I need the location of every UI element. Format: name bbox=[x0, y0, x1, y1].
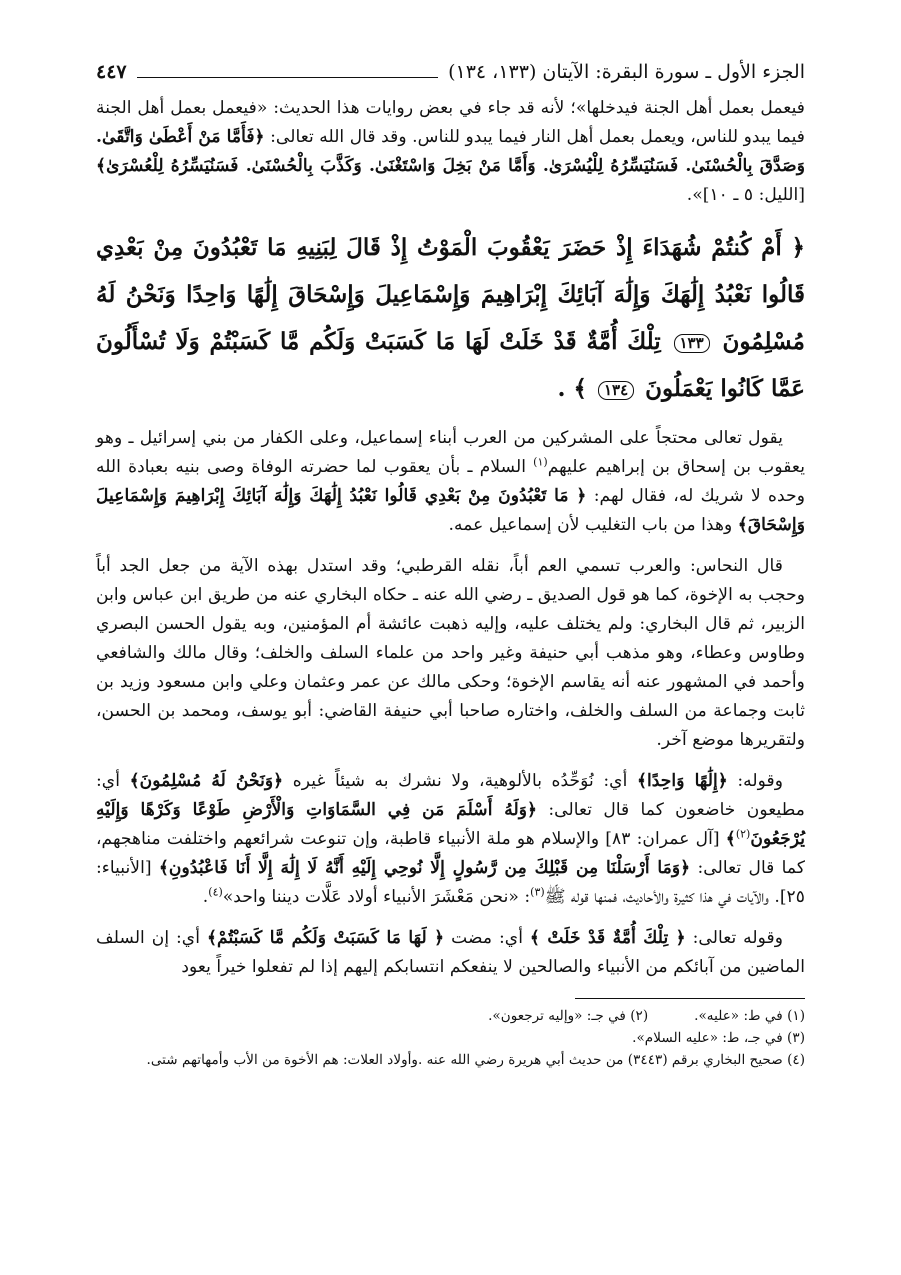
p4-quran-quote-1: ﴿ تِلْكَ أُمَّةٌ قَدْ خَلَتْ ﴾ bbox=[529, 928, 686, 948]
p2-text: قال النحاس: والعرب تسمي العم أباً، نقله القرطبي؛ وقد استدل بهذه الآية من جعل الجد أباً وحجب به الإخوة، كما هو قول الصديق ـ رضي الله عنه ـ حكاه البخاري عنه من طريق ابن عباس وابن الزبير، ثم قال البخاري: ولم يختلف عليه، وإليه ذهبت عائشة أم المؤمنين، وبه يقول الحسن البصري وطاوس وعطاء، وهو مذهب أبي حنيفة وغير واحد من علماء السلف والخلف؛ وقال مالك والشافعي وأحمد في المشهور عنه أنه يقاسم الإخوة؛ وحكى مالك عن عمر وعثمان وعلي وابن مسعود وزيد بن ثابت وجماعة من السلف والخلف، واختاره صاحبا أبي حنيفة القاضي: أبو يوسف، ومحمد بن الحسن، ولتقريرها موضع آخر. bbox=[96, 556, 805, 750]
intro-paragraph bbox=[96, 94, 805, 210]
footnote-2: (٢) في جـ: «وإليه ترجعون». bbox=[488, 1008, 649, 1024]
paragraph-4 bbox=[96, 924, 805, 982]
p1-quran-quote: ﴿ مَا تَعْبُدُونَ مِنْ بَعْدِي قَالُوا نَعْبُدُ إِلَٰهَكَ وَإِلَٰهَ آبَائِكَ إِبْرَاهِيمَ وَإِسْمَاعِيلَ وَإِسْحَاقَ﴾ bbox=[96, 486, 805, 535]
p1-text-1: يقول تعالى محتجاً على المشركين من العرب أبناء إسماعيل، وعلى الكفار من بني إسرائيل ـ وهو يعقوب بن إسحاق بن إبراهيم عليهم bbox=[96, 428, 805, 477]
spacer bbox=[96, 912, 805, 924]
verse-text-1: ﴿ أَمْ كُنتُمْ شُهَدَاءَ إِذْ حَضَرَ يَعْقُوبَ الْمَوْتُ إِذْ قَالَ لِبَنِيهِ مَا تَعْبُدُونَ مِنْ بَعْدِي قَالُوا نَعْبُدُ إِلَٰهَكَ وَإِلَٰهَ آبَائِكَ إِبْرَاهِيمَ وَإِسْمَاعِيلَ وَإِسْحَاقَ إِلَٰهًا وَاحِدًا وَنَحْنُ لَهُ مُسْلِمُونَ bbox=[96, 234, 806, 355]
p3-text-2: أي: نُوَحِّدُه بالألوهية، ولا نشرك به شيئاً غيره bbox=[292, 771, 628, 791]
p4-text-2: أي: مضت bbox=[451, 928, 524, 948]
footnote-4: (٤) صحيح البخاري برقم (٣٤٤٣) من حديث أبي هريرة رضي الله عنه .وأولاد العلات: هم الأخوة من الأب وأمهاتهم شتى. bbox=[146, 1052, 805, 1068]
verse-block bbox=[96, 224, 805, 412]
paragraph-2 bbox=[96, 552, 805, 755]
p4-text-3: أي: إن السلف الماضين من آبائكم من الأنبياء والصالحين لا ينفعكم انتسابكم إليهم إذا لم تفعلوا خيراً يعود bbox=[96, 928, 805, 977]
header-rule bbox=[137, 77, 438, 78]
p3-quote-3-close: ﴾ bbox=[725, 829, 736, 849]
footnote-ref-4[interactable]: (٤) bbox=[208, 885, 223, 899]
p3-text-6: : «نحن مَعْشَرَ الأنبياء أولاد عَلَّات ديننا واحد» bbox=[222, 887, 531, 907]
p3-text-4: [آل عمران: ٨٣] والإسلام هو ملة الأنبياء قاطبة، وإن تنوعت شرائعهم واختلفت مناهجهم، كما قال تعالى: bbox=[96, 829, 806, 878]
running-header bbox=[96, 60, 805, 88]
p3-quran-quote-2: ﴿وَنَحْنُ لَهُ مُسْلِمُونَ﴾ bbox=[129, 771, 284, 791]
p3-quran-quote-4: ﴿وَمَا أَرْسَلْنَا مِن قَبْلِكَ مِن رَّسُولٍ إِلَّا نُوحِي إِلَيْهِ أَنَّهُ لَا إِلَٰهَ إِلَّا أَنَا فَاعْبُدُونِ﴾ bbox=[158, 858, 691, 878]
p1-text-2: السلام ـ بأن يعقوب لما حضرته الوفاة وصى بنيه بعبادة الله وحده لا شريك له، فقال لهم: bbox=[96, 457, 806, 506]
intro-quran-quote: ﴿فَأَمَّا مَنْ أَعْطَىٰ وَاتَّقَىٰ. وَصَدَّقَ بِالْحُسْنَىٰ. فَسَنُيَسِّرُهُ لِلْيُسْرَىٰ. وَأَمَّا مَنْ بَخِلَ وَاسْتَغْنَىٰ. وَكَذَّبَ بِالْحُسْنَىٰ. فَسَنُيَسِّرُهُ لِلْعُسْرَىٰ﴾ bbox=[96, 127, 805, 176]
p4-quran-quote-2: ﴿ لَهَا مَا كَسَبَتْ وَلَكُم مَّا كَسَبْتُمْ﴾ bbox=[206, 928, 445, 948]
verse-number-133: ١٣٣ bbox=[674, 334, 710, 353]
p3-quran-quote-3: ﴿وَلَهُ أَسْلَمَ مَن فِي السَّمَاوَاتِ وَالْأَرْضِ طَوْعًا وَكَرْهًا وَإِلَيْهِ يُرْجَعُونَ bbox=[96, 800, 806, 849]
p4-text-1: وقوله تعالى: bbox=[692, 928, 784, 948]
page-number: ٤٤٧ bbox=[96, 61, 127, 83]
paragraph-3 bbox=[96, 767, 805, 912]
footnote-ref-1[interactable]: (١) bbox=[533, 455, 548, 469]
verse-end-bracket: ﴾ . bbox=[557, 375, 587, 402]
p1-text-3: وهذا من باب التغليب لأن إسماعيل عمه. bbox=[448, 515, 733, 535]
paragraph-1 bbox=[96, 424, 805, 540]
p3-text-7: . bbox=[202, 887, 209, 907]
p3-text-3: أي: مطيعون خاضعون كما قال تعالى: bbox=[96, 771, 805, 820]
intro-text-2: [الليل: ٥ ـ ١٠]». bbox=[686, 185, 805, 205]
footnote-3: (٣) في جـ، ط: «عليه السلام». bbox=[632, 1030, 805, 1046]
header-title: الجزء الأول ـ سورة البقرة: الآيتان (١٣٣، ١٣٤) bbox=[448, 61, 805, 83]
footnote-rule bbox=[575, 998, 805, 999]
intro-text-1: فيعمل بعمل أهل الجنة فيدخلها»؛ لأنه قد جاء في بعض روايات هذا الحديث: «فيعمل بعمل أهل الجنة فيما يبدو للناس، ويعمل بعمل أهل النار فيما يبدو للناس. وقد قال الله تعالى: bbox=[96, 98, 805, 147]
p3-text-5: [الأنبياء: ٢٥]. والآيات في هذا كثيرة والأحاديث، فمنها قوله ﷺ bbox=[96, 858, 805, 907]
footnote-ref-2[interactable]: (٢) bbox=[735, 827, 751, 841]
p3-text-1: وقوله: bbox=[737, 771, 783, 791]
footnotes bbox=[96, 1005, 805, 1071]
spacer bbox=[96, 755, 805, 767]
verse-text-2: تِلْكَ أُمَّةٌ قَدْ خَلَتْ لَهَا مَا كَسَبَتْ وَلَكُم مَّا كَسَبْتُمْ وَلَا تُسْأَلُونَ عَمَّا كَانُوا يَعْمَلُونَ bbox=[96, 328, 805, 402]
footnote-row bbox=[96, 1005, 805, 1027]
spacer bbox=[96, 540, 805, 552]
p3-quran-quote-1: ﴿إِلَٰهًا وَاحِدًا﴾ bbox=[636, 771, 728, 791]
footnote-ref-3[interactable]: (٣) bbox=[530, 885, 545, 899]
footnote-1: (١) في ط: «عليه». bbox=[694, 1008, 805, 1024]
verse-number-134: ١٣٤ bbox=[598, 381, 634, 400]
